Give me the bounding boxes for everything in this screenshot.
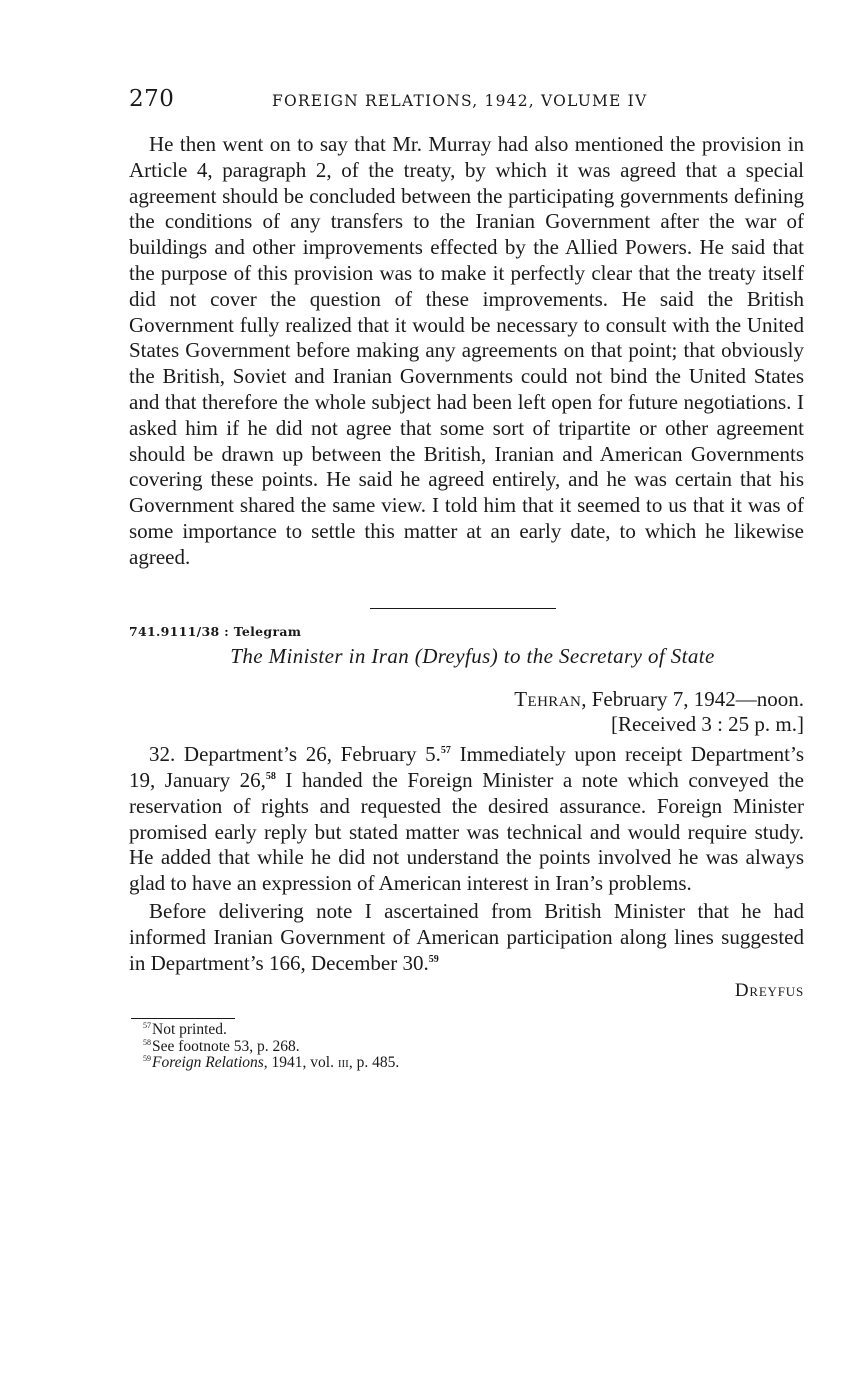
footnote-ref-57[interactable]: 57 bbox=[440, 745, 451, 757]
footnote-text: , 1941, vol. bbox=[263, 1054, 338, 1072]
footnote-57 bbox=[143, 1022, 804, 1039]
telegram-text: I handed the Foreign Minister a note which conveyed the reservation of rights and requested the desired assurance. Foreign Minister promised early reply but stated matter was technical and would require study. He added that while he did not understand the points involved he was always glad to have an expression of American interest in Iran’s problems. bbox=[129, 767, 804, 896]
running-title: FOREIGN RELATIONS, 1942, VOLUME IV bbox=[272, 92, 648, 110]
footnote-source-title: Foreign Relations bbox=[152, 1054, 264, 1072]
document-file-id: 741.9111/38 : Telegram bbox=[129, 623, 302, 639]
dateline-place: Tehran bbox=[514, 686, 582, 711]
document-page bbox=[129, 86, 804, 1072]
dateline-date: , February 7, 1942—noon. bbox=[581, 686, 804, 711]
footnote-marker: 58 bbox=[143, 1037, 151, 1047]
footnote-rule bbox=[131, 1018, 235, 1019]
footnote-volume: iii bbox=[337, 1054, 349, 1072]
document-heading: The Minister in Iran (Dreyfus) to the Secretary of State bbox=[230, 643, 715, 668]
footnote-marker: 59 bbox=[143, 1054, 151, 1064]
telegram-text: Immediately upon receipt Department’s 19, January 26, bbox=[129, 742, 804, 792]
telegram-paragraph-2 bbox=[129, 899, 804, 976]
footnote-ref-59[interactable]: 59 bbox=[428, 953, 439, 965]
footnote-tail: , p. 485. bbox=[348, 1054, 400, 1072]
dateline bbox=[129, 687, 804, 713]
footnote-58 bbox=[143, 1039, 804, 1056]
footnote-59 bbox=[143, 1055, 804, 1072]
footnote-ref-58[interactable]: 58 bbox=[265, 770, 276, 782]
signature: Dreyfus bbox=[734, 980, 804, 1002]
section-divider bbox=[370, 608, 556, 609]
telegram-text: Before delivering note I ascertained from British Minister that he had informed Iranian Government of American participation along lines suggested in Department’s 166, December 30. bbox=[129, 898, 804, 975]
continued-paragraph: He then went on to say that Mr. Murray had also mentioned the provision in Article 4, paragraph 2, of the treaty, by which it was agreed that a special agreement should be concluded between the participating governments defining the conditions of any transfers to the Iranian Government after the war of buildings and other improvements effected by the Allied Powers. He said that the purpose of this provision was to make it perfectly clear that the treaty itself did not cover the question of these improvements. He said the British Government fully realized that it would be necessary to consult with the United States Government before making any agreements on that point; that obviously the British, Soviet and Iranian Governments could not bind the United States and that therefore the whole subject had been left open for future negotiations. I asked him if he did not agree that some sort of tripartite or other agreement should be drawn up between the British, Iranian and American Governments covering these points. He said he agreed entirely, and he was certain that his Government shared the same view. I told him that it seemed to us that it was of some importance to settle this matter at an early date, to which he likewise agreed. bbox=[129, 132, 804, 569]
page-number: 270 bbox=[129, 86, 175, 112]
footnote-text: Not printed. bbox=[152, 1021, 227, 1039]
running-head bbox=[129, 86, 804, 118]
telegram-paragraph-1 bbox=[129, 742, 804, 897]
footnotes bbox=[129, 1022, 804, 1072]
telegram-text: 32. Department’s 26, February 5. bbox=[149, 742, 441, 767]
received-note: [Received 3 : 25 p. m.] bbox=[610, 712, 804, 737]
footnote-text: See footnote 53, p. 268. bbox=[152, 1037, 300, 1055]
footnote-marker: 57 bbox=[143, 1021, 151, 1031]
